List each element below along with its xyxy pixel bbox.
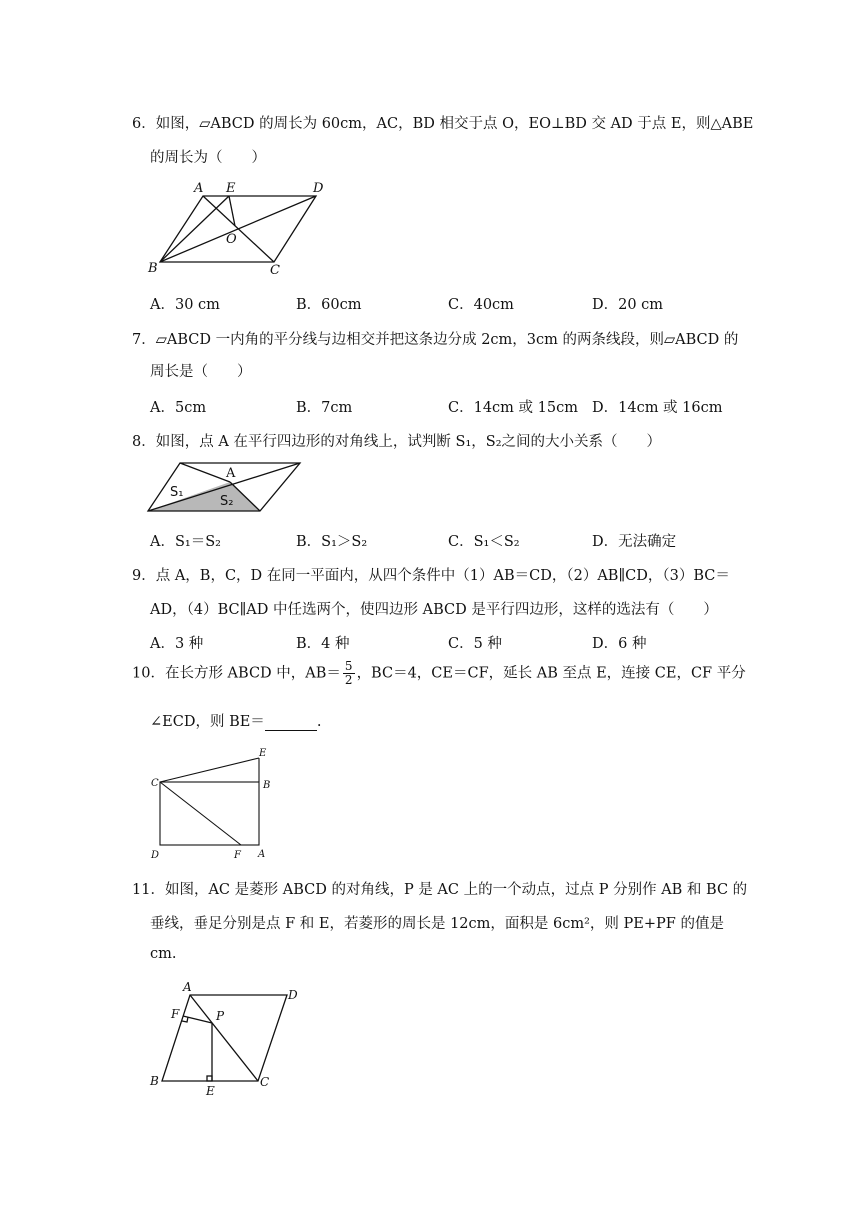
q10-answer-blank[interactable] (265, 716, 317, 731)
q6-text-line1: 6．如图，▱ABCD 的周长为 60cm，AC，BD 相交于点 O，EO⊥BD 交 AD 于点 E，则△ABE (132, 116, 754, 132)
q10-label-f: F (234, 850, 241, 861)
q8-label-s1: S₁ (170, 485, 184, 500)
q10-text-line1 (132, 660, 746, 687)
q8-option-b[interactable]: B．S₁＞S₂ (296, 534, 368, 550)
q10-label-b: B (263, 780, 271, 791)
q11-text-line2: 垂线，垂足分别是点 F 和 E，若菱形的周长是 12cm，面积是 6cm²，则 PE+PF 的值是 (150, 916, 724, 932)
q7-option-b[interactable]: B．7cm (296, 400, 353, 416)
q10-label-a: A (258, 849, 266, 860)
q9-option-d[interactable]: D．6 种 (592, 636, 647, 652)
q8-option-a[interactable]: A．S₁＝S₂ (150, 534, 221, 550)
q9-option-b[interactable]: B．4 种 (296, 636, 350, 652)
q11-label-d: D (288, 988, 298, 1002)
q10-fraction (343, 660, 355, 687)
q10-label-e: E (259, 748, 267, 759)
q10-label-c: C (151, 778, 159, 789)
q9-text-line1: 9．点 A，B，C，D 在同一平面内，从四个条件中（1）AB＝CD，（2）AB∥CD，（3）BC＝ (132, 568, 730, 584)
q6-parallelogram-figure (140, 176, 340, 280)
q6-option-a[interactable]: A．30 cm (150, 297, 220, 313)
q11-text-line1: 11．如图，AC 是菱形 ABCD 的对角线，P 是 AC 上的一个动点，过点 P 分别作 AB 和 BC 的 (132, 882, 748, 898)
q6-label-b: B (148, 261, 158, 276)
q8-label-a: A (226, 466, 236, 481)
q6-label-a: A (194, 181, 204, 196)
q10-label-d: D (151, 850, 160, 861)
q8-parallelogram-figure (140, 458, 320, 518)
q8-option-d[interactable]: D．无法确定 (592, 534, 677, 550)
q6-text-line2: 的周长为（ ） (150, 150, 266, 166)
q6-option-c[interactable]: C．40cm (448, 297, 514, 313)
q11-rhombus-figure (140, 976, 315, 1098)
q11-label-a: A (183, 980, 192, 994)
q8-option-c[interactable]: C．S₁＜S₂ (448, 534, 520, 550)
q11-label-b: B (150, 1074, 159, 1088)
q11-label-f: F (171, 1007, 180, 1021)
q10-text-line2 (150, 710, 321, 731)
q10-text-post: ，BC＝4，CE＝CF，延长 AB 至点 E，连接 CE，CF 平分 (356, 665, 746, 682)
q7-option-a[interactable]: A．5cm (150, 400, 207, 416)
q6-option-d[interactable]: D．20 cm (592, 297, 664, 313)
q6-label-d: D (313, 181, 324, 196)
q9-option-a[interactable]: A．3 种 (150, 636, 204, 652)
q7-text-line2: 周长是（ ） (150, 364, 252, 380)
q6-option-b[interactable]: B．60cm (296, 297, 362, 313)
q7-text-line1: 7．▱ABCD 一内角的平分线与边相交并把这条边分成 2cm，3cm 的两条线段，则▱ABCD 的 (132, 332, 739, 348)
q10-fraction-denominator: 2 (344, 673, 353, 687)
q6-label-c: C (270, 263, 280, 278)
q8-label-s2: S₂ (220, 494, 234, 509)
q11-label-p: P (216, 1009, 225, 1023)
q9-option-c[interactable]: C．5 种 (448, 636, 502, 652)
q6-label-o: O (226, 232, 237, 247)
q11-label-c: C (260, 1075, 270, 1089)
q10-text-pre: 10．在长方形 ABCD 中，AB＝ (132, 665, 341, 682)
q7-option-c[interactable]: C．14cm 或 15cm (448, 400, 578, 416)
q10-text-line2-pre: ∠ECD，则 BE＝ (150, 714, 265, 730)
q10-rectangle-figure (145, 744, 280, 862)
q8-text-line1: 8．如图，点 A 在平行四边形的对角线上，试判断 S₁，S₂之间的大小关系（ ） (132, 434, 662, 450)
q10-text-line2-post: . (316, 714, 322, 730)
q11-label-e: E (206, 1084, 215, 1098)
q10-fraction-numerator: 5 (344, 659, 353, 673)
q7-option-d[interactable]: D．14cm 或 16cm (592, 400, 723, 416)
q6-label-e: E (226, 181, 236, 196)
q11-text-line3: cm. (150, 946, 177, 962)
q9-text-line2: AD，（4）BC∥AD 中任选两个，使四边形 ABCD 是平行四边形，这样的选法有（ ） (150, 602, 718, 618)
